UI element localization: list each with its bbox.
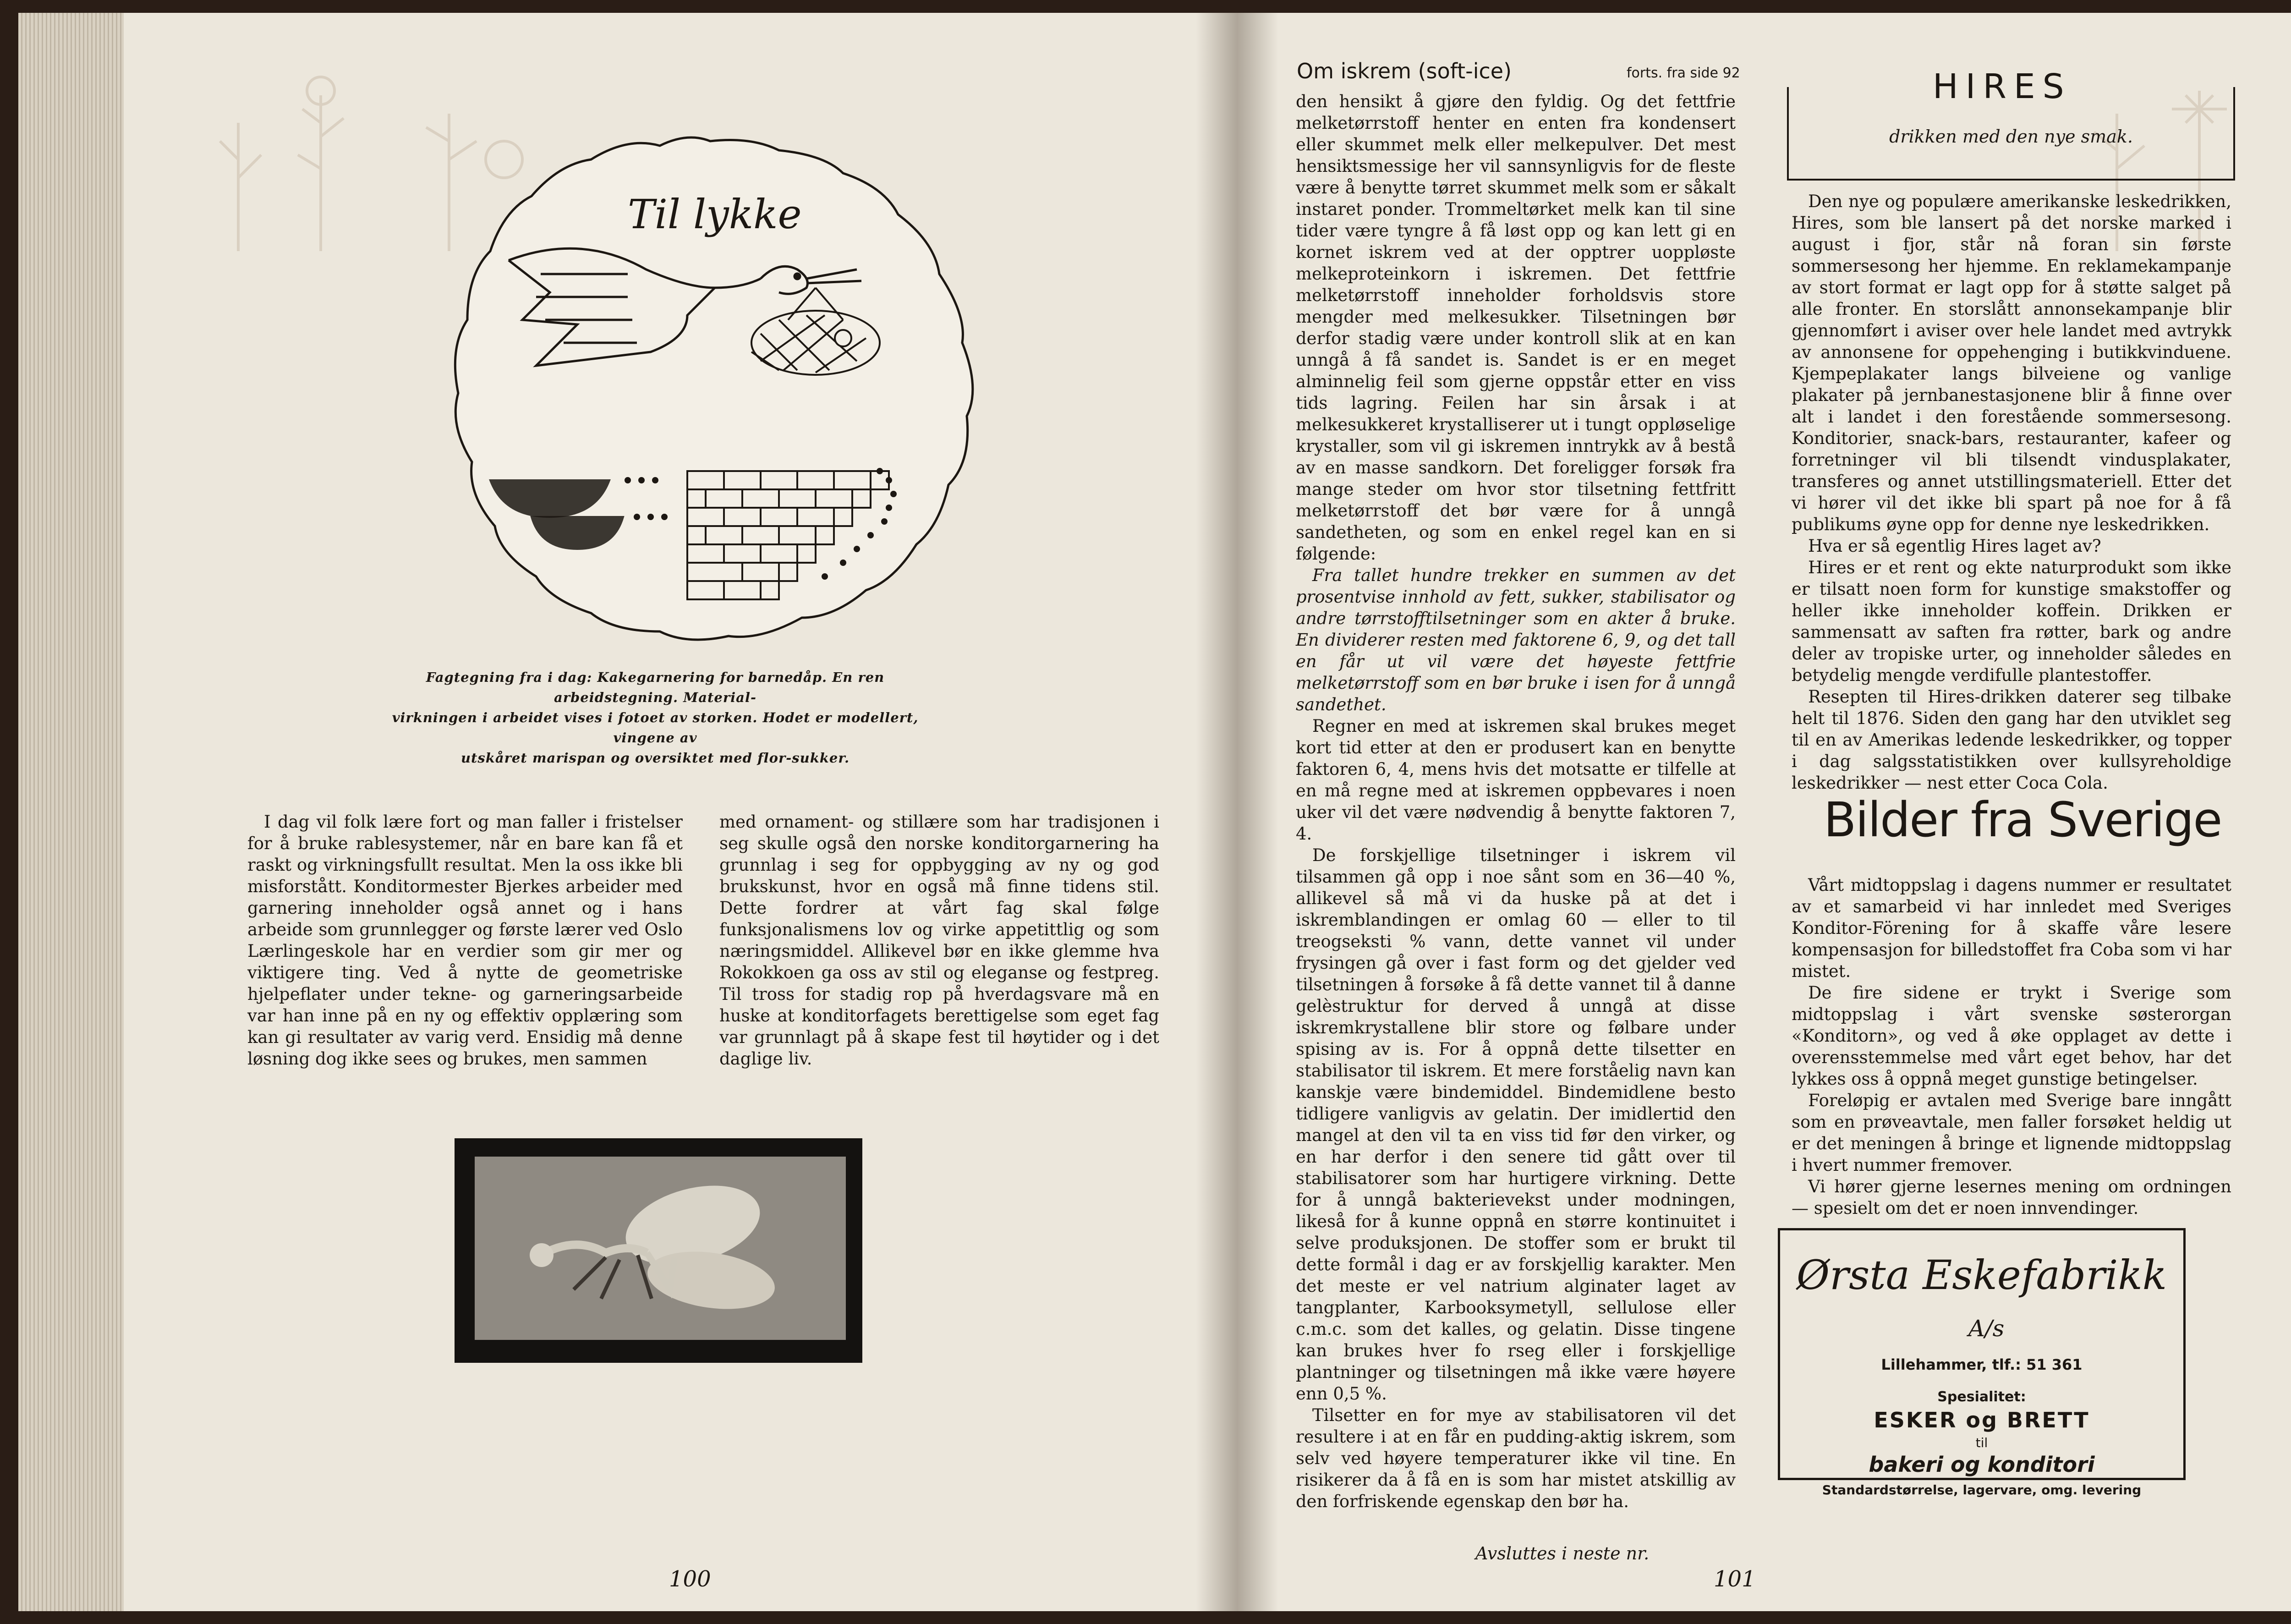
sverige-column xyxy=(1792,874,2231,1219)
ad-footer: Standardstørrelse, lagervare, omg. levering xyxy=(1822,1482,2142,1498)
ad-company-suffix: A/s xyxy=(1968,1315,2005,1342)
paragraph: I dag vil folk lære fort og man faller i fristelser for å bruke rablesystemer, når en bare kan få et raskt og virkningsfullt resultat. Men la oss ikke bli misforstått. Konditormester Bjerkes arbeider med garnering inneholder også annet og i hans arbeide som grunnlegger og første lærer ved Oslo Lærlingeskole har en verdier som gir mer og viktigere ting. Ved å nytte de geometriske hjelpeflater under tekne- og garneringsarbeide var han inne på en ny og effektiv opplæring som kan gi resultater av varig verd. Ensidig må denne løsning dog ikke sees og brukes, men sammen xyxy=(247,812,683,1069)
ad-purpose: bakeri og konditori xyxy=(1869,1452,2095,1477)
ad-product: ESKER og BRETT xyxy=(1874,1408,2090,1432)
continued-note: forts. fra side 92 xyxy=(1627,65,1740,81)
paragraph: Tilsetter en for mye av stabilisatoren vil det resultere i at en får en pudding-aktig iskrem, som selv ved høyere temperaturer ikke vil tine. En risikerer da å få en is som har mistet atskillig av den forfriskende egenskap den bør ha. xyxy=(1296,1405,1736,1511)
ad-specialty-label: Spesialitet: xyxy=(1937,1389,2026,1405)
left-column-1 xyxy=(247,811,683,1070)
iskrem-column xyxy=(1296,91,1736,1512)
paragraph: Foreløpig er avtalen med Sverige bare inngått som en prøveavtale, men faller forsøket heldig ut er det meningen å bringe et lignende midtoppslag i hvert nummer fremover. xyxy=(1792,1091,2231,1175)
fish-bird-sculpture-photo xyxy=(455,1138,862,1363)
paragraph: De forskjellige tilsetninger i iskrem vil tilsammen gå opp i noe sånt som en 36—40 %, allikevel så må vi da huske på at det i iskremblandingen er omlag 60 — eller to til treogseksti % vann, dette vannet vil under frysingen gå over i fast form og det gjelder ved tilsetningen å forsøke å få dette vannet til å danne gelèstruktur for derved å unngå at disse iskremkrystallene blir store og følbare under spising av is. For å oppnå dette tilsetter en stabilisator til iskrem. Et mere forståelig navn kan kanskje være bindemiddel. Bindemidlene besto tidligere vanligvis av gelatin. Der imidlertid den mangel at den vil ta en viss tid før den virker, og en har derfor i den senere tid gått over til stabilisatorer som har hurtigere virkning. Dette for å unngå bakterievekst under modningen, likeså for å kunne oppnå en større kontinuitet i selve produksjonen. De stoffer som er brukt til dette formål i dag er av forskjellig karakter. Men det meste er vel natrium alginater laget av tangplanter, Karbooksymetyll, sellulose eller c.m.c. som det kalles, og gelatin. Disse tingene kan brukes hver fo rseg eller i forskjellige plantninger og tilsetningen må ikke være høyere enn 0,5 %. xyxy=(1296,845,1736,1404)
left-page xyxy=(18,13,1237,1611)
caption-line: virkningen i arbeidet vises i fotoet av storken. Hodet er modellert, vingene av xyxy=(392,710,919,746)
caption-line: utskåret marispan og oversiktet med flor-sukker. xyxy=(460,750,850,766)
page-stack-edge xyxy=(18,13,124,1611)
paragraph: Hva er så egentlig Hires laget av? xyxy=(1808,536,2101,556)
caption-line: Fagtegning fra i dag: Kakegarnering for barnedåp. En ren arbeidstegning. Material- xyxy=(426,669,885,705)
page-number: 101 xyxy=(1714,1566,1756,1592)
article-title: Om iskrem (soft-ice) xyxy=(1297,59,1512,83)
gutter-shadow xyxy=(1237,13,1278,1611)
paragraph: Resepten til Hires-drikken daterer seg tilbake helt til 1876. Siden den gang har den utviklet seg til en av Amerikas ledende leskedrikker, og topper i dag salgsstatistikken over kullsyreholdige leskedrikker — nest etter Coca Cola. xyxy=(1792,687,2231,793)
stork-photo-frame xyxy=(455,1138,862,1363)
hires-tagline: drikken med den nye smak. xyxy=(1889,126,2133,147)
paragraph: den hensikt å gjøre den fyldig. Og det fettfrie melketørrstoff henter en enten fra kondensert eller skummet melk eller melkepulver. Det mest hensiktsmessige her vil sannsynligvis for de fleste være å benytte tørret skummet melk som er såkalt instaret ponder. Trommeltørket melk kan til sine tider være tyngre å få løst opp og kan lett gi en kornet iskrem ved at der opptrer uoppløste melkeproteinkorn i iskremen. Det fettfrie melketørrstoff inneholder forholdsvis store mengder med melkesukker. Tilsetningen bør derfor stadig være under kontroll slik at en kan unngå å få sandet is. Sandet is er en meget alminnelig feil som gjerne oppstår etter en viss tids lagring. Feilen har sin årsak i at melkesukkeret krystalliserer ut i tungt oppløselige krystaller, som vil gi iskremen inntrykk av å bestå av en masse sandkorn. Det foreligger forsøk fra mange steder om hvor stor tilsetning fettfritt melketørrstoff det bør være for å unngå sandetheten, og som en enkel regel kan en si følgende: xyxy=(1296,92,1736,564)
paragraph: Den nye og populære amerikanske leskedrikken, Hires, som ble lansert på det norske marked i august i fjor, står nå foran sin første sommersesong her hjemme. En reklamekampanje av stort format er lagt opp for å støtte salget på alle fronter. En storslått annonsekampanje blir gjennomført i aviser over hele landet med avtrykk av annonsene for oppehenging i butikkvinduene. Kjempeplakater langs bilveiene og vanlige plakater på jernbanestasjonene blir å finne over alt i landet i den forestående sommersesong. Konditorier, snack-bars, restauranter, kafeer og forretninger vil bli tilsendt vindusplakater, transferes og annet utstillingsmateriell. Etter det vi hører vil det ikke bli spart på noe for å få publikums øyne opp for denne nye leskedrikken. xyxy=(1792,192,2231,534)
ad-til: til xyxy=(1975,1435,1988,1450)
paragraph: Fra tallet hundre trekker en summen av det prosentvise innhold av fett, sukker, stabilisator og andre tørrstofftilsetninger som en akter å bruke. En dividerer resten med faktorene 6, 9, og det tall en får ut vil være det høyeste fettfrie melketørrstoff som en bør bruke i isen for å unngå sandethet. xyxy=(1296,565,1736,714)
to-be-continued: Avsluttes i neste nr. xyxy=(1475,1543,1650,1564)
paragraph: Hires er et rent og ekte naturprodukt som ikke er tilsatt noen form for kunstige smakstoffer og heller ikke inneholder koffein. Drikken er sammensatt av saften fra røtter, bark og andre deler av tropiske urter, og inneholder således en betydelig mengde verdifulle plantestoffer. xyxy=(1792,558,2231,685)
gutter-shadow xyxy=(1196,13,1237,1611)
paragraph: med ornament- og stillære som har tradisjonen i seg skulle også den norske konditorgarnering ha grunnlag i seg for oppbygging av ny og god brukskunst, hvor en også må finne tidens stil. Dette fordrer at vårt fag skal følge funksjonalismens lov og virke appetittlig og som næringsmiddel. Allikevel bør en ikke glemme hva Rokokkoen ga oss av stil og eleganse og festpreg. Til tross for stadig rop på hverdagsvare må en huske at konditorfagets berettigelse som eget fag var grunnlagt på å skape fest til høytider og i det daglige liv. xyxy=(719,812,1159,1069)
illustration-title: Til lykke xyxy=(628,191,802,238)
figure-caption xyxy=(380,667,930,768)
left-column-2 xyxy=(719,811,1159,1070)
paragraph: De fire sidene er trykt i Sverige som midtoppslag i vårt svenske søsterorgan «Konditorn», og ved å øke opplaget av dette i overensstemmelse med vårt eget behov, har det lykkes oss å oppnå meget gunstige betingelser. xyxy=(1792,983,2231,1089)
ad-address: Lillehammer, tlf.: 51 361 xyxy=(1881,1356,2083,1373)
hires-title: HIRES xyxy=(1924,67,2080,106)
right-page xyxy=(1237,13,2291,1611)
paragraph: Vårt midtoppslag i dagens nummer er resultatet av et samarbeid vi har innledet med Sveriges Konditor-Förening for å skaffe våre lesere kompensasjon for billedstoffet fra Coba som vi har mistet. xyxy=(1792,875,2231,981)
paragraph: Vi hører gjerne lesernes mening om ordningen — spesielt om det er noen innvendinger. xyxy=(1792,1177,2231,1218)
cake-decoration-drawing xyxy=(431,123,990,664)
page-number: 100 xyxy=(669,1566,711,1592)
paragraph: Regner en med at iskremen skal brukes meget kort tid etter at den er produsert kan en benytte faktoren 6, 4, mens hvis det motsatte er tilfelle at en må regne med at iskremen oppbevares i noen uker vil det være nødvendig å benytte faktoren 7, 4. xyxy=(1296,716,1736,844)
ad-company: Ørsta Eskefabrikk xyxy=(1796,1251,2167,1299)
orsta-eskefabrikk-ad xyxy=(1778,1228,2186,1498)
sverige-title: Bilder fra Sverige xyxy=(1824,792,2222,848)
hires-column xyxy=(1792,191,2231,794)
